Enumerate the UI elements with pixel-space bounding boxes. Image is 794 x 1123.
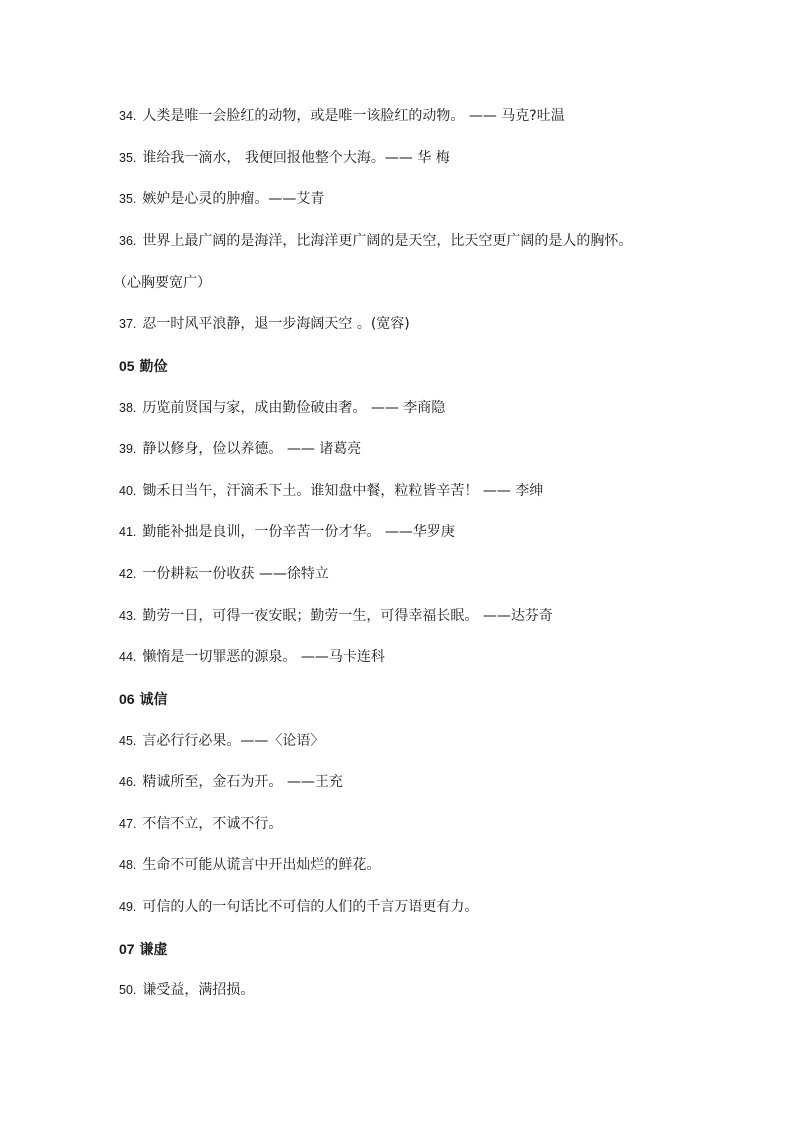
quote-line xyxy=(119,564,329,584)
quote-line xyxy=(119,189,324,209)
quote-text: 生命不可能从谎言中开出灿烂的鲜花。 xyxy=(142,857,381,873)
quote-line xyxy=(119,314,410,334)
section-title: 谦虚 xyxy=(139,942,168,958)
quote-text: 不信不立，不诚不行。 xyxy=(142,816,283,832)
quote-number: 45. xyxy=(119,734,137,748)
quote-number: 49. xyxy=(119,900,137,914)
section-title: 诚信 xyxy=(139,692,168,708)
quote-text: （心胸要宽广） xyxy=(113,275,211,291)
quote-number: 42. xyxy=(119,567,137,581)
quote-continuation xyxy=(113,273,211,293)
quote-text: 静以修身，俭以养德。 —— 诸葛亮 xyxy=(142,441,362,457)
quote-text: 忍一时风平浪静，退一步海阔天空 。(宽容) xyxy=(142,316,410,332)
quote-line xyxy=(119,148,450,168)
quote-number: 37. xyxy=(119,317,137,331)
quote-line xyxy=(119,814,282,834)
quote-text: 历览前贤国与家，成由勤俭破由奢。 —— 李商隐 xyxy=(142,400,446,416)
quote-text: 勤能补拙是良训，一份辛苦一份才华。 ——华罗庚 xyxy=(142,524,455,540)
quote-text: 懒惰是一切罪恶的源泉。 ——马卡连科 xyxy=(142,649,385,665)
section-number: 07 xyxy=(119,941,135,957)
quote-line xyxy=(119,855,380,875)
quote-number: 35. xyxy=(119,151,137,165)
quote-text: 人类是唯一会脸红的动物，或是唯一该脸红的动物。 —— 马克?吐温 xyxy=(142,108,565,124)
quote-line xyxy=(119,398,445,418)
quote-number: 35. xyxy=(119,192,137,206)
quote-text: 精诚所至，金石为开。 ——王充 xyxy=(142,774,343,790)
quote-text: 嫉妒是心灵的肿瘤。——艾青 xyxy=(142,191,325,207)
quote-line xyxy=(119,897,478,917)
quote-line xyxy=(119,647,385,667)
quote-number: 41. xyxy=(119,525,137,539)
quote-text: 锄禾日当午，汗滴禾下土。谁知盘中餐，粒粒皆辛苦！ —— 李绅 xyxy=(142,483,544,499)
quote-line xyxy=(119,980,254,1000)
quote-number: 34. xyxy=(119,109,137,123)
quote-text: 可信的人的一句话比不可信的人们的千言万语更有力。 xyxy=(142,899,479,915)
quote-number: 40. xyxy=(119,484,137,498)
quote-number: 36. xyxy=(119,234,137,248)
quote-line xyxy=(119,106,565,126)
section-number: 05 xyxy=(119,358,135,374)
quote-line xyxy=(119,731,324,751)
quote-text: 言必行行必果。——〈论语〉 xyxy=(142,733,325,749)
quote-text: 谁给我一滴水， 我便回报他整个大海。—— 华 梅 xyxy=(142,150,450,166)
section-number: 06 xyxy=(119,691,135,707)
quote-line xyxy=(119,481,543,501)
quote-number: 47. xyxy=(119,817,137,831)
quote-line xyxy=(119,606,553,626)
section-heading xyxy=(119,356,167,377)
quote-number: 43. xyxy=(119,609,137,623)
quote-number: 44. xyxy=(119,650,137,664)
quote-number: 39. xyxy=(119,442,137,456)
quote-number: 50. xyxy=(119,983,137,997)
quote-text: 一份耕耘一份收获 ——徐特立 xyxy=(142,566,329,582)
quote-line xyxy=(119,522,455,542)
quote-text: 勤劳一日，可得一夜安眠；勤劳一生，可得幸福长眠。 ——达芬奇 xyxy=(142,608,553,624)
quote-number: 46. xyxy=(119,775,137,789)
quote-line xyxy=(119,231,632,251)
quote-number: 38. xyxy=(119,401,137,415)
quote-text: 谦受益，满招损。 xyxy=(142,982,255,998)
quote-line xyxy=(119,772,343,792)
section-heading xyxy=(119,689,167,710)
section-heading xyxy=(119,939,167,960)
section-title: 勤俭 xyxy=(139,359,168,375)
quote-number: 48. xyxy=(119,858,137,872)
quote-text: 世界上最广阔的是海洋，比海洋更广阔的是天空，比天空更广阔的是人的胸怀。 xyxy=(142,233,633,249)
quote-line xyxy=(119,439,361,459)
